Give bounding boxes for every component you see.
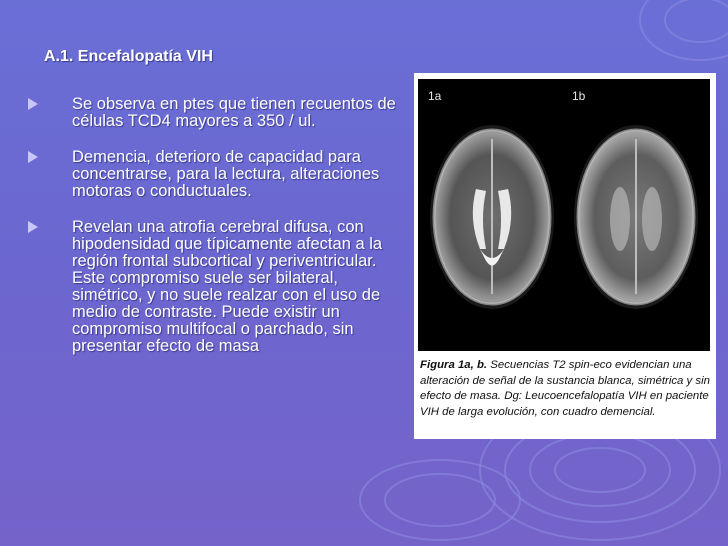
mri-figure	[414, 73, 716, 439]
scan-label-1a: 1a	[428, 89, 442, 103]
bullet-text: Se observa en ptes que tienen recuentos de células TCD4 mayores a 350 / ul.	[72, 95, 396, 130]
mri-image-panel	[418, 79, 710, 351]
bullet-text: Revelan una atrofia cerebral difusa, con hipodensidad que típicamente afectan a la región frontal subcortical y periventricular. Este compromiso suele ser bilateral, simétrico, y no suele realzar con el uso de medio de contraste. Puede existir un compromiso multifocal o parchado, sin presentar efecto de masa	[72, 218, 383, 355]
bullet-text: Demencia, deterioro de capacidad para concentrarse, para la lectura, alteraciones motoras o conductuales.	[72, 148, 380, 200]
figure-caption	[420, 358, 714, 420]
mri-brain-scans-image	[418, 79, 710, 351]
slide-title: A.1. Encefalopatía VIH	[44, 48, 213, 65]
bullet-arrow-icon	[28, 98, 38, 110]
bullet-arrow-icon	[28, 151, 38, 163]
caption-lead: Figura 1a, b.	[420, 359, 488, 371]
bullet-list	[28, 96, 398, 374]
bullet-item	[28, 149, 398, 200]
bullet-item	[28, 219, 398, 355]
scan-label-1b: 1b	[572, 89, 586, 103]
caption-text: Secuencias T2 spin-eco evidencian una alteración de señal de la sustancia blanca, simétrica y sin efecto de masa. Dg: Leucoencefalopatía VIH en paciente VIH de larga evolución, con cuadro demencial.	[420, 359, 710, 418]
bullet-item	[28, 96, 398, 130]
bullet-arrow-icon	[28, 221, 38, 233]
